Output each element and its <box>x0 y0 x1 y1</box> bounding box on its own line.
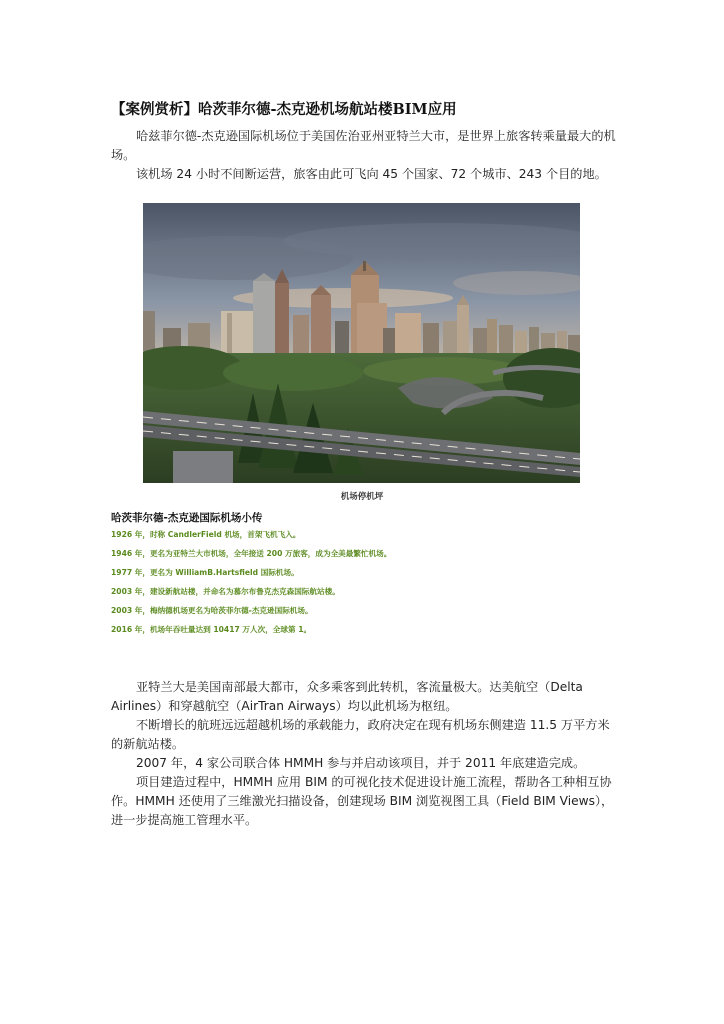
timeline-item: 2003 年，梅纳德机场更名为哈茨菲尔德-杰克逊国际机场。 <box>111 606 313 615</box>
timeline-item: 2003 年，建设新航站楼，并命名为慕尔布鲁克杰克森国际航站楼。 <box>111 587 340 596</box>
timeline-item: 1926 年，时称 CandlerField 机场，首架飞机飞入。 <box>111 530 301 539</box>
timeline-title: 哈茨菲尔德-杰克逊国际机场小传 <box>111 512 263 524</box>
article-title: 【案例赏析】哈茨菲尔德-杰克逊机场航站楼BIM应用 <box>111 101 457 118</box>
city-skyline-photo <box>143 203 580 483</box>
intro-paragraph-2: 该机场 24 小时不间断运营，旅客由此可飞向 45 个国家、72 个城市、243 个目的地。 <box>136 167 607 181</box>
body-paragraph-4: 项目建造过程中，HMMH 应用 BIM 的可视化技术促进设计施工流程，帮助各工种相互协作。HMMH 还使用了三维激光扫描设备，创建现场 BIM 浏览视图工具（Field BIM Views），进一步提高施工管理水平。 <box>111 775 614 827</box>
timeline-item: 2016 年，机场年吞吐量达到 10417 万人次，全球第 1。 <box>111 625 312 634</box>
timeline-list <box>111 529 391 643</box>
intro-paragraph-1: 哈兹菲尔德-杰克逊国际机场位于美国佐治亚州亚特兰大市，是世界上旅客转乘量最大的机场。 <box>111 129 616 162</box>
figure-caption: 机场停机坪 <box>340 492 384 502</box>
timeline-item: 1946 年，更名为亚特兰大市机场，全年接送 200 万旅客，成为全美最繁忙机场。 <box>111 549 392 558</box>
body-paragraph-1: 亚特兰大是美国南部最大都市，众多乘客到此转机，客流量极大。达美航空（Delta Airlines）和穿越航空（AirTran Airways）均以此机场为枢纽。 <box>111 680 583 713</box>
body-paragraph-2: 不断增长的航班远远超越机场的承载能力，政府决定在现有机场东侧建造 11.5 万平方米的新航站楼。 <box>111 718 610 751</box>
body-paragraph-3: 2007 年，4 家公司联合体 HMMH 参与并启动该项目，并于 2011 年底建造完成。 <box>136 756 586 770</box>
timeline-item: 1977 年，更名为 WilliamB.Hartsfield 国际机场。 <box>111 568 299 577</box>
